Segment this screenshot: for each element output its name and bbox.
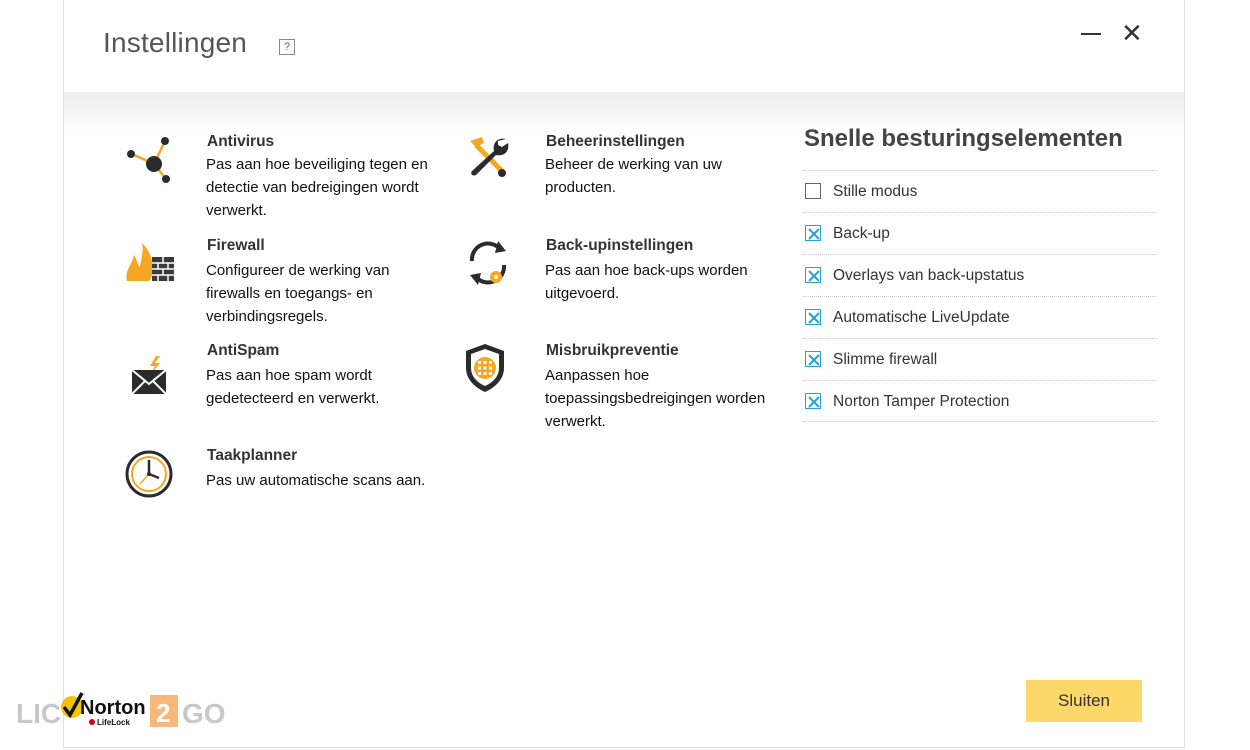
firewall-icon: [122, 237, 174, 289]
quick-control-liveupdate[interactable]: [803, 296, 1157, 338]
page-title: Instellingen: [103, 27, 248, 58]
quick-control-overlays[interactable]: [803, 254, 1157, 296]
svg-text:Norton: Norton: [80, 697, 146, 719]
norton-logo: [10, 685, 235, 735]
shield-icon: [462, 342, 514, 394]
setting-description: Aanpassen hoe toepassingsbedreigingen worden verwerkt.: [545, 367, 766, 430]
quick-control-label: Slimme firewall: [833, 351, 938, 368]
quick-control-label: Back-up: [833, 225, 890, 242]
checkbox-checked[interactable]: [805, 225, 821, 241]
setting-name: Beheerinstellingen: [546, 133, 685, 150]
setting-description: Pas aan hoe spam wordt gedetecteerd en verwerkt.: [206, 367, 380, 407]
checkbox[interactable]: [805, 183, 821, 199]
quick-control-back-up[interactable]: [803, 212, 1157, 254]
setting-description: Pas aan hoe back-ups worden uitgevoerd.: [545, 262, 748, 302]
antispam-icon: [122, 342, 174, 394]
setting-description: Pas aan hoe beveiliging tegen en detectie van bedreigingen wordt verwerkt.: [206, 156, 428, 219]
setting-name: Back-upinstellingen: [546, 237, 694, 254]
quick-control-slimme-firewall[interactable]: [803, 338, 1157, 380]
backup-icon: [462, 237, 514, 289]
settings-window: [63, 0, 1185, 748]
quick-control-tamper-protection[interactable]: [803, 380, 1157, 422]
quick-control-stille-modus[interactable]: [803, 170, 1157, 212]
setting-name: Antivirus: [207, 133, 275, 150]
svg-text:LIC: LIC: [16, 698, 62, 729]
quick-control-label: Overlays van back-upstatus: [833, 267, 1025, 284]
quick-control-label: Automatische LiveUpdate: [833, 309, 1010, 326]
quick-control-label: Stille modus: [833, 183, 918, 200]
tools-icon: [462, 133, 514, 185]
minimize-icon: [1081, 33, 1101, 35]
setting-name: AntiSpam: [207, 342, 280, 359]
checkbox-checked[interactable]: [805, 309, 821, 325]
svg-text:2: 2: [156, 698, 171, 728]
svg-text:LifeLock: LifeLock: [97, 718, 130, 727]
clock-icon: [122, 447, 174, 499]
checkbox-checked[interactable]: [805, 351, 821, 367]
setting-description: Pas uw automatische scans aan.: [206, 472, 426, 489]
setting-description: Beheer de werking van uw producten.: [545, 156, 722, 196]
quick-controls-title: Snelle besturingselementen: [804, 125, 1123, 152]
checkbox-checked[interactable]: [805, 267, 821, 283]
help-icon[interactable]: ?: [279, 39, 295, 55]
setting-description: Configureer de werking van firewalls en toegangs- en verbindingsregels.: [206, 262, 390, 325]
quick-control-label: Norton Tamper Protection: [833, 393, 1010, 410]
sluiten-button[interactable]: Sluiten: [1026, 680, 1142, 722]
checkbox-checked[interactable]: [805, 393, 821, 409]
setting-name: Misbruikpreventie: [546, 342, 679, 359]
antivirus-icon: [122, 133, 174, 185]
setting-name: Taakplanner: [207, 447, 298, 464]
setting-name: Firewall: [207, 237, 265, 254]
svg-text:GO: GO: [182, 698, 226, 729]
close-icon[interactable]: ✕: [1121, 18, 1143, 48]
